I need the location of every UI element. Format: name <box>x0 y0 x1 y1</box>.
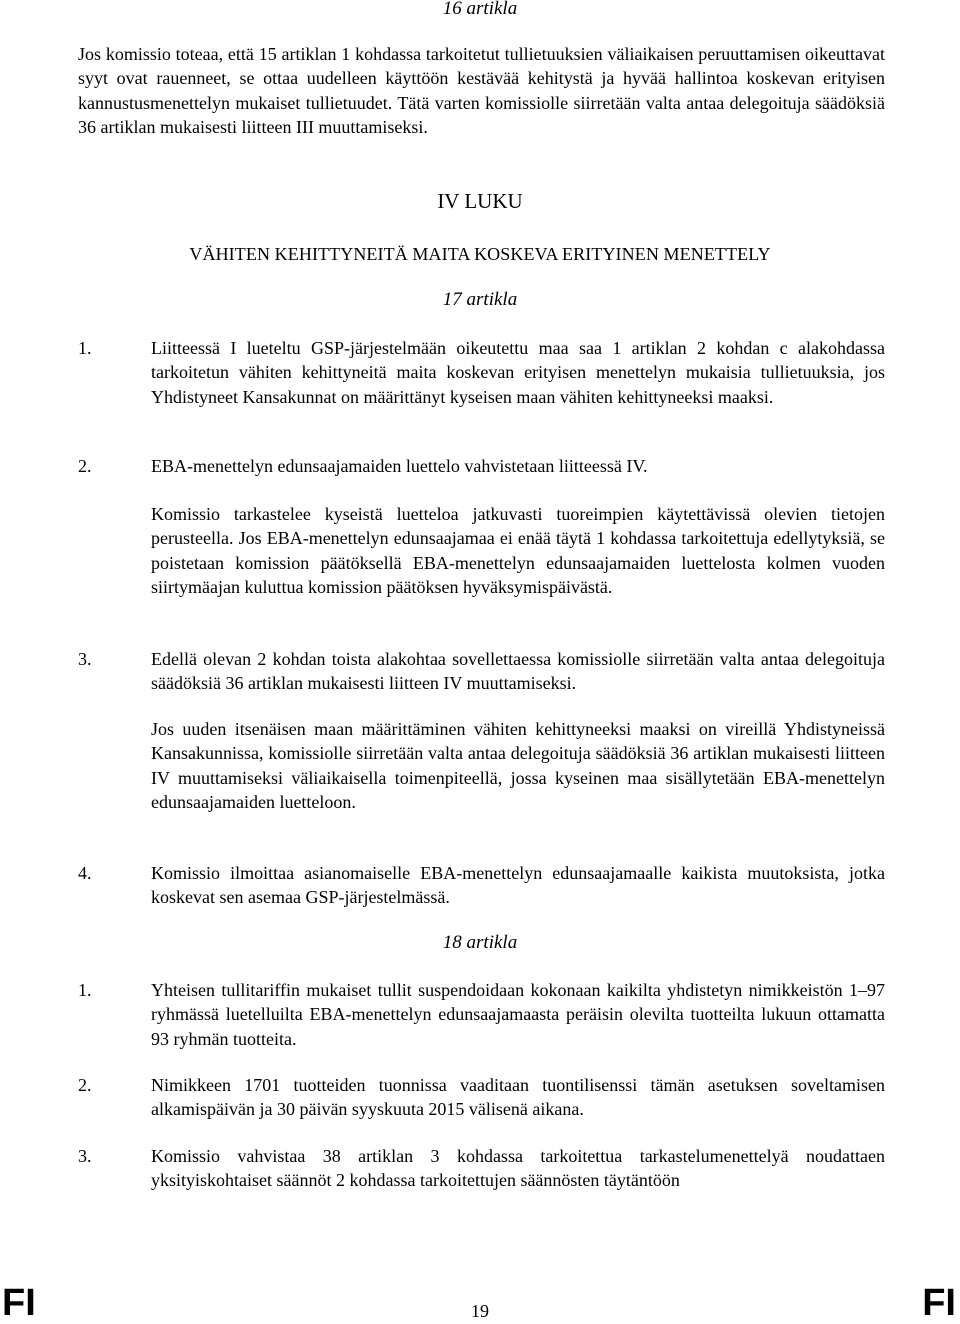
a17-item-2-subparagraph: Komissio tarkastelee kyseistä luetteloa jatkuvasti tuoreimpien käytettävissä olevien tietojen perusteella. Jos EBA-menettelyn edunsaajamaa ei enää täytä 1 kohdassa tarkoitettuja edellytyksiä, se poistetaan komission päätöksellä EBA-menettelyn edunsaajamaiden luettelosta kolmen vuoden siirtymäajan kuluttua komission päätöksen hyväksymispäivästä. <box>151 504 885 598</box>
a18-item-1-number: 1. <box>78 980 92 1000</box>
footer-language-right: FI <box>922 1282 956 1324</box>
a17-item-4-text: Komissio ilmoittaa asianomaiselle EBA-menettelyn edunsaajamaalle kaikista muutoksista, jotka koskevat sen asemaa GSP-järjestelmässä. <box>151 863 885 908</box>
a18-item-3-number: 3. <box>78 1146 92 1166</box>
a17-item-1-text: Liitteessä I lueteltu GSP-järjestelmään oikeutettu maa saa 1 artiklan 2 kohdan c alakohdassa tarkoitetun vähiten kehittyneitä maita koskevan erityisen menettelyn mukaisia tullietuuksia, jos Yhdistyneet Kansakunnat on määrittänyt kyseisen maan vähiten kehittyneeksi maaksi. <box>151 338 885 407</box>
a17-item-2-number: 2. <box>78 456 92 476</box>
a17-item-3-number: 3. <box>78 649 92 669</box>
page-number: 19 <box>471 1301 489 1321</box>
a18-item-1-text: Yhteisen tullitariffin mukaiset tullit suspendoidaan kokonaan kaikilta yhdistetyn nimikkeistön 1–97 ryhmässä luetelluilta EBA-menettelyn edunsaajamaasta peräisin olevilta tuotteilta lukuun ottamatta 93 ryhmän tuotteita. <box>151 980 885 1049</box>
a17-item-2-text: EBA-menettelyn edunsaajamaiden luettelo vahvistetaan liitteessä IV. <box>151 456 648 476</box>
a17-item-1-number: 1. <box>78 338 92 358</box>
a18-item-2-text: Nimikkeen 1701 tuotteiden tuonnissa vaaditaan tuontilisenssi tämän asetuksen soveltamisen alkamispäivän ja 30 päivän syyskuuta 2015 välisenä aikana. <box>151 1075 885 1120</box>
article-18-title: 18 artikla <box>442 932 518 953</box>
article-17-title: 17 artikla <box>442 289 518 310</box>
a18-item-3-text: Komissio vahvistaa 38 artiklan 3 kohdassa tarkoitettua tarkastelumenettelyä noudattaen yksityiskohtaiset säännöt 2 kohdassa tarkoitettujen säännösten täytäntöön <box>151 1146 885 1191</box>
article-16-text: Jos komissio toteaa, että 15 artiklan 1 kohdassa tarkoitetut tullietuuksien väliaikaisen peruuttamisen oikeuttavat syyt ovat rauenneet, se ottaa uudelleen käyttöön kestävää kehitystä ja hyvää hallintoa koskevan erityisen kannustusmenettelyn mukaiset tullietuudet. Tätä varten komissiolle siirretään valta antaa delegoituja säädöksiä 36 artiklan mukaisesti liitteen III muuttamiseksi. <box>78 44 885 138</box>
a18-item-2-number: 2. <box>78 1075 92 1095</box>
a17-item-4-number: 4. <box>78 863 92 883</box>
chapter-title: VÄHITEN KEHITTYNEITÄ MAITA KOSKEVA ERITYINEN MENETTELY <box>189 244 771 264</box>
footer-language-left: FI <box>2 1282 36 1324</box>
article-16-title: 16 artikla <box>442 0 518 19</box>
a17-item-3-text: Edellä olevan 2 kohdan toista alakohtaa sovellettaessa komissiolle siirretään valta antaa delegoituja säädöksiä 36 artiklan mukaisesti liitteen IV muuttamiseksi. <box>151 649 885 694</box>
a17-item-3-subparagraph: Jos uuden itsenäisen maan määrittäminen vähiten kehittyneeksi maaksi on vireillä Yhdistyneissä Kansakunnissa, komissiolle siirretään valta antaa delegoituja säädöksiä 36 artiklan mukaisesti liitteen IV muuttamiseksi väliaikaisella toimenpiteellä, jossa kyseinen maa sisällytetään EBA-menettelyn edunsaajamaiden luetteloon. <box>151 719 885 813</box>
chapter-label: IV LUKU <box>437 189 523 213</box>
